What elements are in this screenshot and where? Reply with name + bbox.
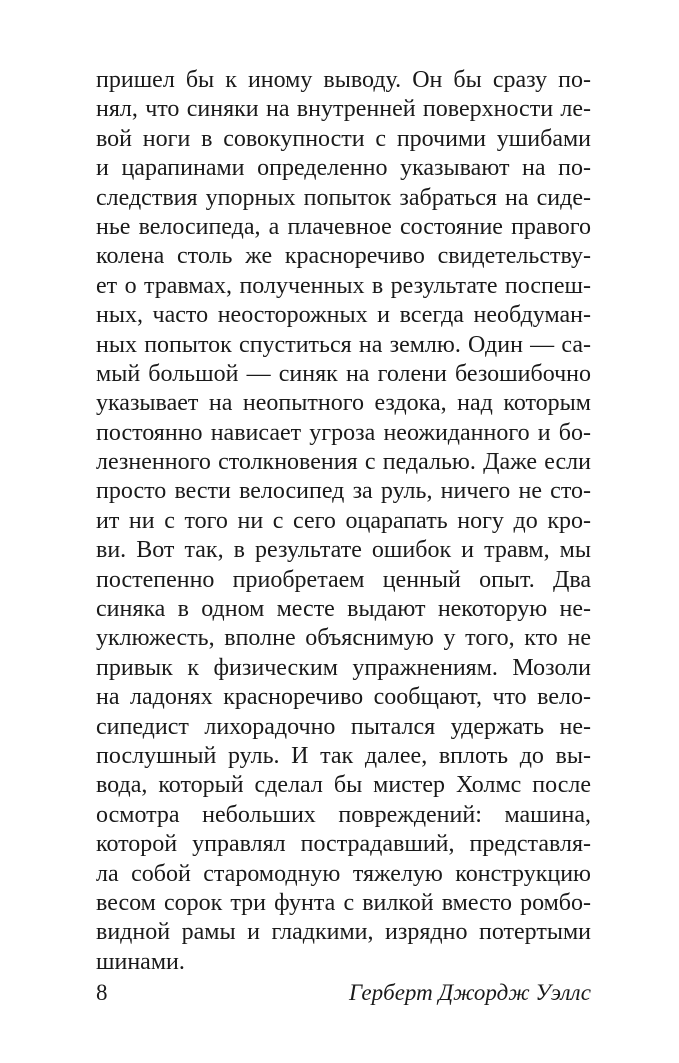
text-line: ных, часто неосторожных и всегда необдуман- bbox=[96, 302, 591, 329]
text-line: которой управлял пострадавший, представля- bbox=[96, 831, 591, 858]
text-line: колена столь же красноречиво свидетельству- bbox=[96, 243, 591, 270]
text-line: сипедист лихорадочно пытался удержать не- bbox=[96, 713, 591, 740]
text-line: просто вести велосипед за руль, ничего не сто- bbox=[96, 478, 591, 505]
text-line: вой ноги в совокупности с прочими ушибами bbox=[96, 125, 591, 152]
text-line: ви. Вот так, в результате ошибок и травм, мы bbox=[96, 537, 591, 564]
text-line: и царапинами определенно указывают на по- bbox=[96, 155, 591, 182]
text-line: вода, который сделал бы мистер Холмс после bbox=[96, 772, 591, 799]
text-line-last: шинами. bbox=[96, 948, 185, 975]
text-line: ных попыток спуститься на землю. Один — са- bbox=[96, 331, 591, 358]
text-line: мый большой — синяк на голени безошибочно bbox=[96, 360, 591, 387]
text-line: постепенно приобретаем ценный опыт. Два bbox=[96, 566, 591, 593]
text-line: указывает на неопытного ездока, над которым bbox=[96, 390, 591, 417]
page-footer bbox=[96, 978, 591, 1008]
text-line: на ладонях красноречиво сообщают, что вело- bbox=[96, 684, 591, 711]
text-line: пришел бы к иному выводу. Он бы сразу по- bbox=[96, 67, 591, 93]
text-line: следствия упорных попыток забраться на сиде- bbox=[96, 184, 591, 211]
text-line: ит ни с того ни с сего оцарапать ногу до кро- bbox=[96, 507, 591, 534]
text-line: синяка в одном месте выдают некоторую не- bbox=[96, 596, 591, 623]
text-line: ет о травмах, полученных в результате поспеш- bbox=[96, 272, 591, 299]
text-line: постоянно нависает угроза неожиданного и бо- bbox=[96, 419, 591, 446]
running-author: Герберт Джордж Уэллс bbox=[349, 980, 591, 1005]
page-number: 8 bbox=[96, 980, 108, 1005]
text-line: видной рамы и гладкими, изрядно потертыми bbox=[96, 919, 591, 946]
text-line: лезненного столкновения с педалью. Даже если bbox=[96, 449, 591, 476]
text-line: привык к физическим упражнениям. Мозоли bbox=[96, 654, 591, 681]
body-text bbox=[96, 66, 591, 977]
text-line: нял, что синяки на внутренней поверхности ле- bbox=[96, 96, 591, 123]
text-line: нье велосипеда, а плачевное состояние правого bbox=[96, 213, 591, 240]
text-line: уклюжесть, вполне объяснимую у того, кто не bbox=[96, 625, 591, 652]
text-line: ла собой старомодную тяжелую конструкцию bbox=[96, 860, 591, 887]
text-line: послушный руль. И так далее, вплоть до вы- bbox=[96, 742, 591, 769]
text-line: осмотра небольших повреждений: машина, bbox=[96, 801, 591, 828]
text-line: весом сорок три фунта с вилкой вместо ромбо- bbox=[96, 889, 591, 916]
